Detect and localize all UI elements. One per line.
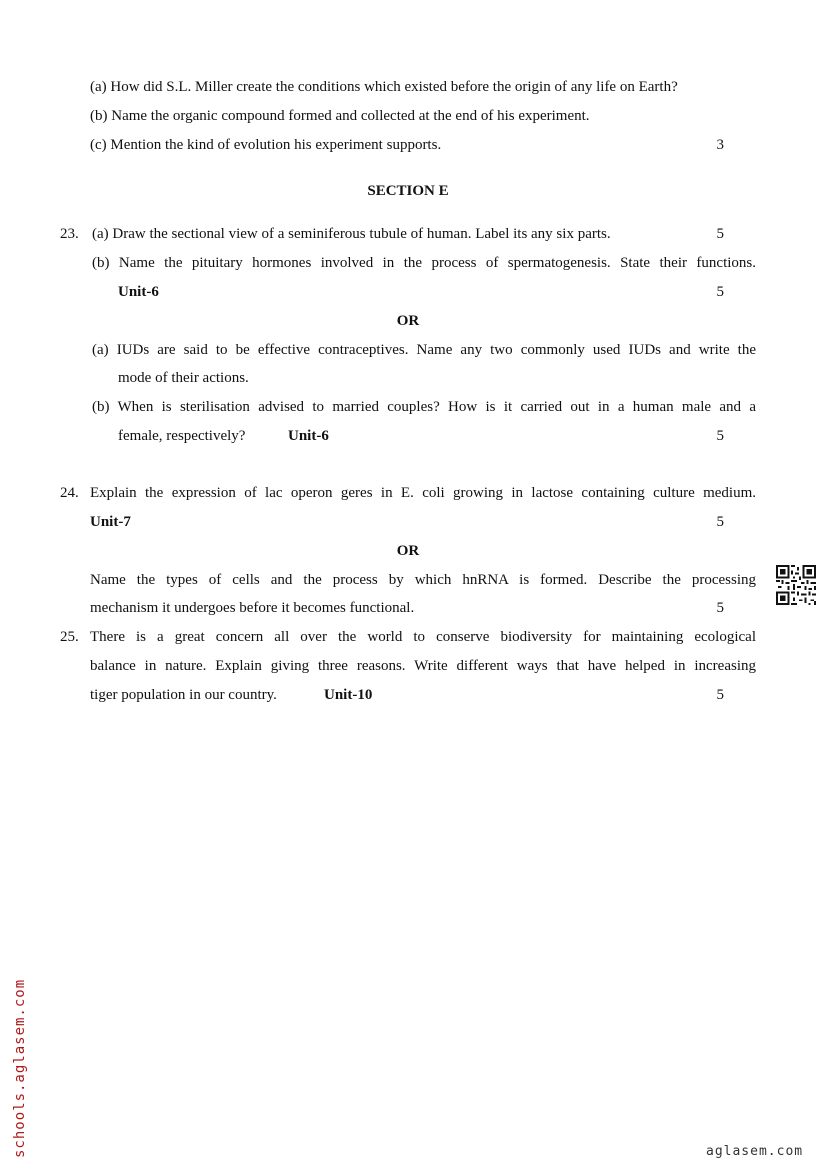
q25-line2: balance in nature. Explain giving three reasons. Write different ways that have helped in increasing bbox=[90, 658, 756, 674]
q24-alt-line1: Name the types of cells and the process by which hnRNA is formed. Describe the processing bbox=[90, 572, 756, 588]
q24-or: OR bbox=[396, 543, 420, 559]
q24-alt-line2: mechanism it undergoes before it becomes functional. bbox=[90, 600, 415, 616]
q25-number: 25. bbox=[60, 629, 79, 645]
q23-part-b: (b) Name the pituitary hormones involved in the process of spermatogenesis. State their functions. bbox=[92, 255, 756, 271]
q23-part-a: (a) Draw the sectional view of a seminiferous tubule of human. Label its any six parts. bbox=[92, 226, 611, 242]
q23-alt-marks: 5 bbox=[716, 428, 724, 444]
q24-marks: 5 bbox=[716, 514, 724, 530]
q22-marks: 3 bbox=[716, 137, 724, 153]
side-watermark: schools.aglasem.com bbox=[12, 978, 28, 1158]
q24-number: 24. bbox=[60, 485, 79, 501]
q23-alt-part-a-line1: (a) IUDs are said to be effective contraceptives. Name any two commonly used IUDs and write the bbox=[92, 342, 756, 358]
q25-line1: There is a great concern all over the world to conserve biodiversity for maintaining ecological bbox=[90, 629, 756, 645]
q24-alt-marks: 5 bbox=[716, 600, 724, 616]
q23-number: 23. bbox=[60, 226, 79, 242]
q23-part-a-marks: 5 bbox=[716, 226, 724, 242]
section-title: SECTION E bbox=[367, 183, 449, 199]
q22-part-c: (c) Mention the kind of evolution his experiment supports. bbox=[90, 137, 442, 153]
qr-code-icon bbox=[776, 565, 816, 605]
footer-watermark: aglasem.com bbox=[706, 1144, 804, 1159]
q24-unit: Unit-7 bbox=[90, 514, 131, 530]
q22-part-b: (b) Name the organic compound formed and collected at the end of his experiment. bbox=[90, 108, 590, 124]
q23-alt-part-b-line1: (b) When is sterilisation advised to married couples? How is it carried out in a human male and a bbox=[92, 399, 756, 415]
q25-unit: Unit-10 bbox=[324, 687, 373, 703]
q24-line1: Explain the expression of lac operon geres in E. coli growing in lactose containing culture medium. bbox=[90, 485, 756, 501]
q23-or: OR bbox=[396, 313, 420, 329]
q25-line3: tiger population in our country. bbox=[90, 687, 277, 703]
q22-part-a: (a) How did S.L. Miller create the conditions which existed before the origin of any life on Earth? bbox=[90, 79, 678, 95]
q23-part-b-marks: 5 bbox=[716, 284, 724, 300]
q23-alt-unit: Unit-6 bbox=[288, 428, 329, 444]
q23-alt-part-a-line2: mode of their actions. bbox=[118, 370, 249, 386]
q23-alt-part-b-line2: female, respectively? bbox=[118, 428, 246, 444]
q25-marks: 5 bbox=[716, 687, 724, 703]
q23-unit: Unit-6 bbox=[118, 284, 159, 300]
